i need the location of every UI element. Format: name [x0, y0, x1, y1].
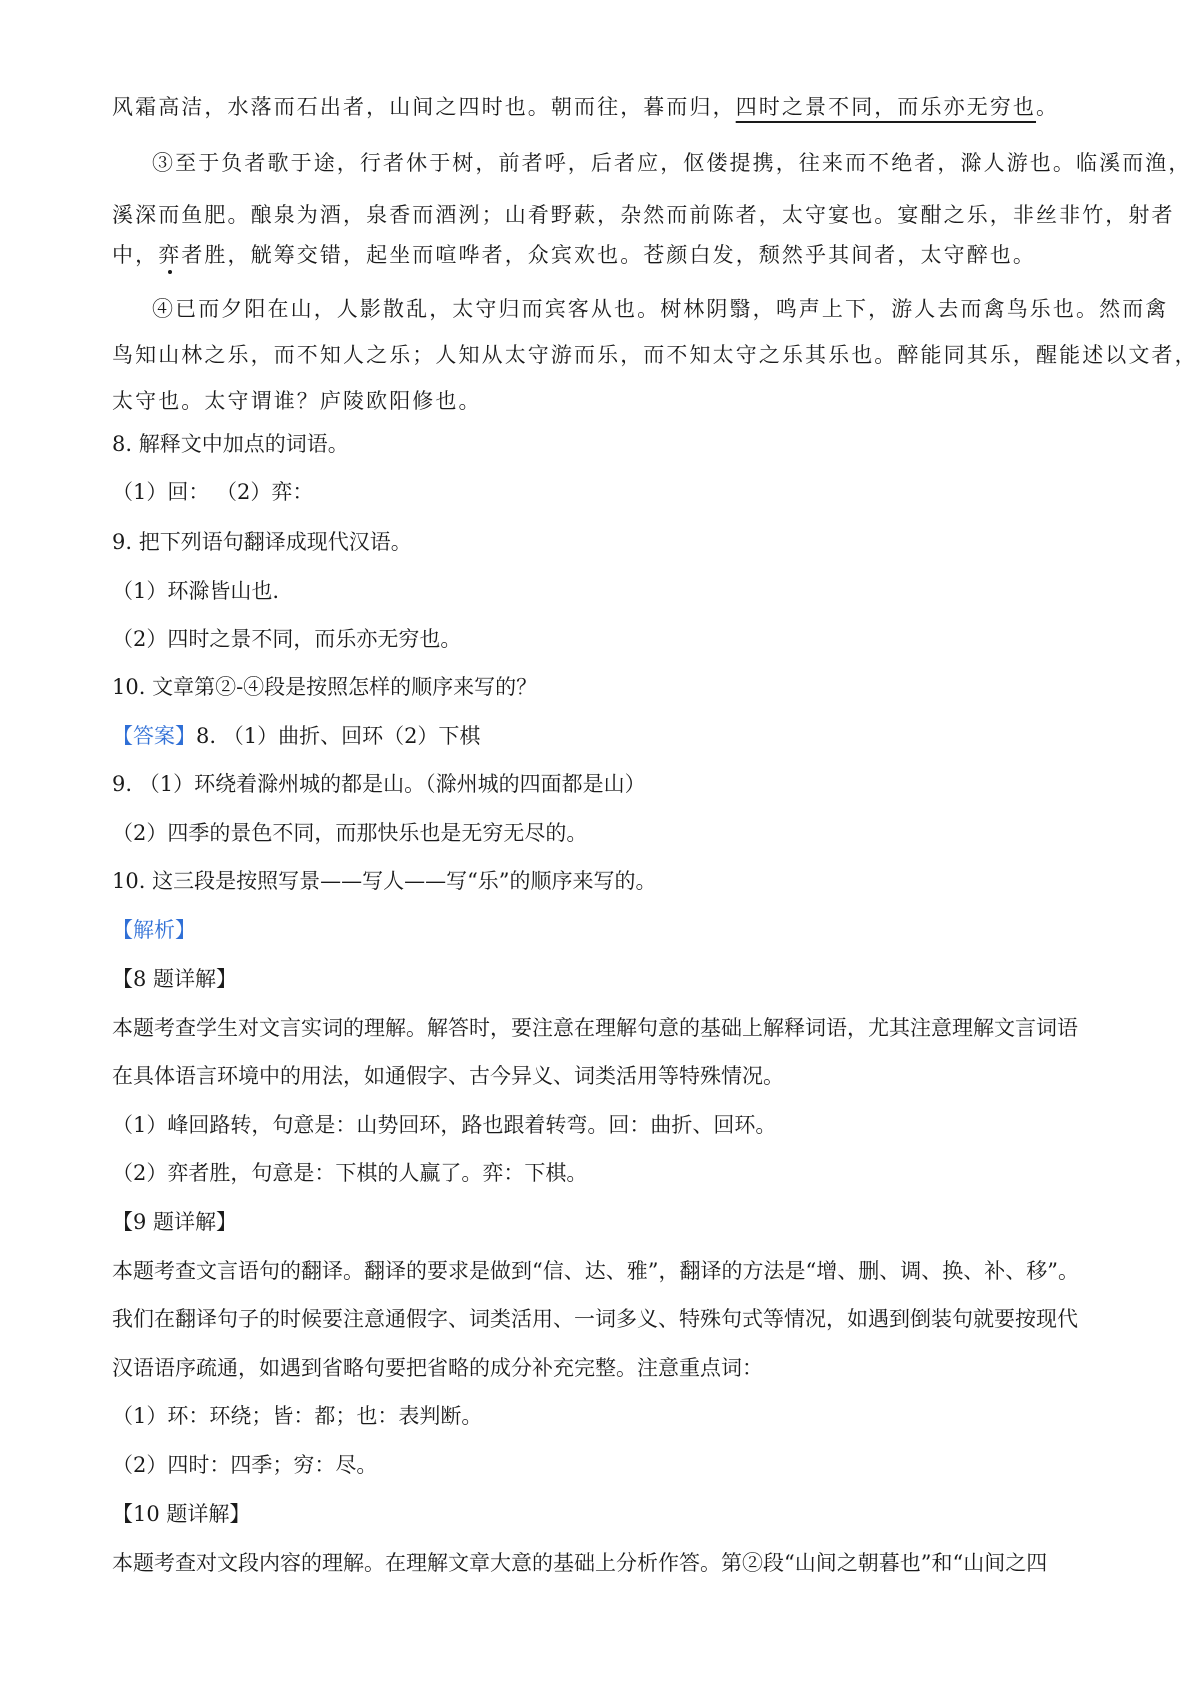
passage-paragraph-4-line-3: 太守也。太守谓谁？庐陵欧阳修也。 [112, 389, 482, 413]
analysis-8-text-line-1: 本题考查学生对文言实词的理解。解答时，要注意在理解句意的基础上解释词语，尤其注意理解文言词语 [112, 1016, 1078, 1040]
analysis-label: 【解析】 [112, 918, 196, 942]
passage-paragraph-2-tail: 风霜高洁，水落而石出者，山间之四时也。朝而往，暮而归，四时之景不同，而乐亦无穷也。 [112, 95, 1060, 119]
analysis-9-text-line-1: 本题考查文言语句的翻译。翻译的要求是做到“信、达、雅”，翻译的方法是“增、删、调、换、补、移”。 [112, 1259, 1079, 1283]
answer-9-item-1: 9. （1）环绕着滁州城的都是山。（滁州城的四面都是山） [112, 772, 646, 796]
analysis-9-item-1: （1）环：环绕；皆：都；也：表判断。 [112, 1404, 483, 1428]
passage-paragraph-4-line-1: ④已而夕阳在山，人影散乱，太守归而宾客从也。树林阴翳，鸣声上下，游人去而禽鸟乐也。然而禽 [152, 297, 1169, 321]
question-8-items: （1）回： （2）弈： [112, 480, 314, 504]
answer-9-item-2: （2）四季的景色不同，而那快乐也是无穷无尽的。 [112, 821, 588, 845]
question-9-item-1: （1）环滁皆山也. [112, 579, 280, 603]
passage-paragraph-3-line-3: 中，弈者胜，觥筹交错，起坐而喧哗者，众宾欢也。苍颜白发，颓然乎其间者，太守醉也。 [112, 243, 1037, 267]
question-9-item-2: （2）四时之景不同，而乐亦无穷也。 [112, 627, 462, 651]
analysis-8-item-1: （1）峰回路转，句意是：山势回环，路也跟着转弯。回：曲折、回环。 [112, 1113, 777, 1137]
question-9: 9. 把下列语句翻译成现代汉语。 [112, 530, 412, 554]
analysis-9-text-line-2: 我们在翻译句子的时候要注意通假字、词类活用、一词多义、特殊句式等情况，如遇到倒装句就要按现代 [112, 1307, 1078, 1331]
analysis-10-heading: 【10 题详解】 [112, 1502, 251, 1526]
answer-label: 【答案】 [112, 724, 196, 748]
question-10: 10. 文章第②-④段是按照怎样的顺序来写的？ [112, 675, 538, 699]
analysis-8-heading: 【8 题详解】 [112, 967, 238, 991]
answer-10: 10. 这三段是按照写景——写人——写“乐”的顺序来写的。 [112, 869, 657, 893]
analysis-9-item-2: （2）四时：四季；穷：尽。 [112, 1453, 378, 1477]
passage-paragraph-4-line-2: 鸟知山林之乐，而不知人之乐；人知从太守游而乐，而不知太守之乐其乐也。醉能同其乐，醒能述以文者， [112, 343, 1198, 367]
analysis-9-text-line-3: 汉语语序疏通，如遇到省略句要把省略的成分补充完整。注意重点词： [112, 1356, 763, 1380]
analysis-8-item-2: （2）弈者胜，句意是：下棋的人赢了。弈：下棋。 [112, 1161, 588, 1185]
passage-paragraph-3-line-2: 溪深而鱼肥。酿泉为酒，泉香而酒洌；山肴野蔌，杂然而前陈者，太守宴也。宴酣之乐，非丝非竹，射者 [112, 203, 1175, 227]
dotted-word-yi: 弈 [158, 243, 182, 267]
analysis-9-heading: 【9 题详解】 [112, 1210, 238, 1234]
passage-paragraph-3-line-1: ③至于负者歌于途，行者休于树，前者呼，后者应，伛偻提携，往来而不绝者，滁人游也。临溪而渔， [152, 151, 1192, 175]
underlined-sentence: 四时之景不同，而乐亦无穷也 [735, 95, 1037, 119]
answer-8-line: 【答案】8. （1）曲折、回环（2）下棋 [112, 724, 481, 748]
analysis-8-text-line-2: 在具体语言环境中的用法，如通假字、古今异义、词类活用等特殊情况。 [112, 1064, 784, 1088]
question-8: 8. 解释文中加点的词语。 [112, 432, 349, 456]
analysis-10-text-line-1: 本题考查对文段内容的理解。在理解文章大意的基础上分析作答。第②段“山间之朝暮也”和“山间之四 [112, 1551, 1048, 1575]
